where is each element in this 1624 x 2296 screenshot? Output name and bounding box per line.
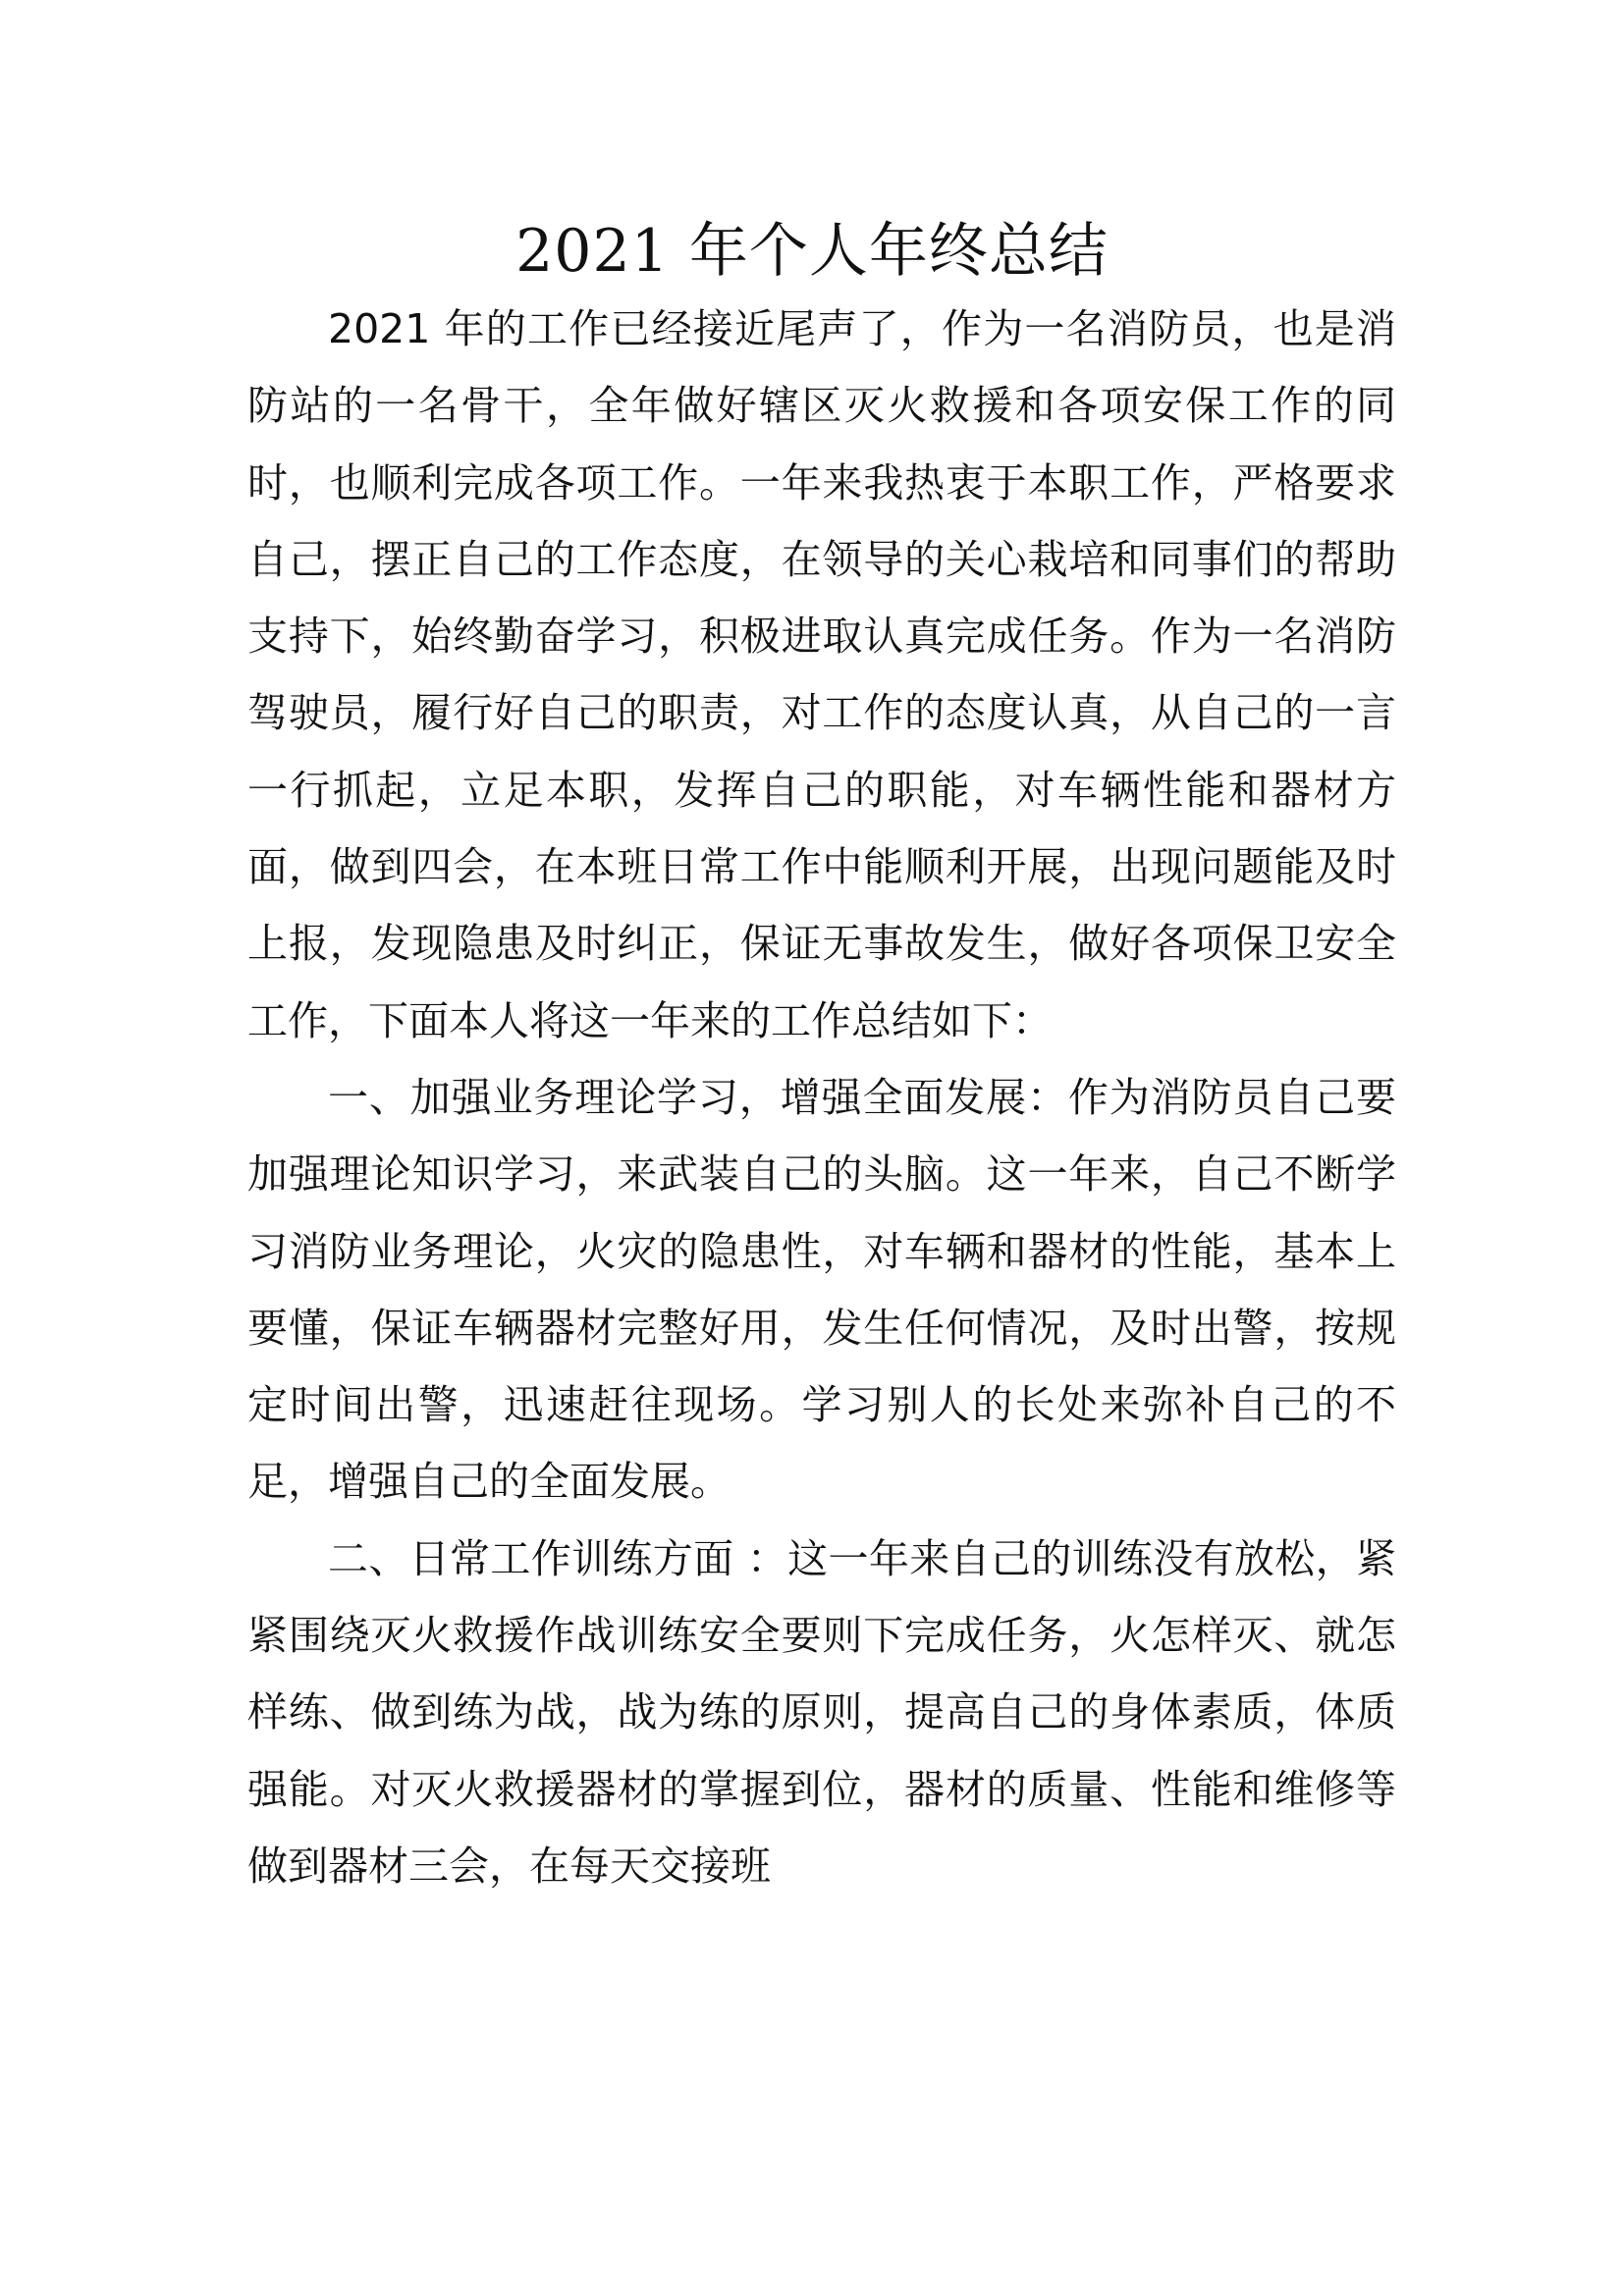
paragraph-section-2: 二、日常工作训练方面 ：这一年来自己的训练没有放松，紧紧围绕灭火救援作战训练安全要则下完成任务，火怎样灭、就怎样练、做到练为战，战为练的原则，提高自己的身体素质，体质强能。对灭火救援器材的掌握到位，器材的质量、性能和维修等做到器材三会，在每天交接班: [247, 1534, 1396, 1890]
paragraph-intro: 2021 年的工作已经接近尾声了，作为一名消防员，也是消防站的一名骨干，全年做好辖区灭火救援和各项安保工作的同时，也顺利完成各项工作。一年来我热衷于本职工作，严格要求自己，摆正自己的工作态度，在领导的关心栽培和同事们的帮助支持下，始终勤奋学习，积极进取认真完成任务。作为一名消防驾驶员，履行好自己的职责，对工作的态度认真，从自己的一言一行抓起，立足本职，发挥自己的职能，对车辆性能和器材方面，做到四会，在本班日常工作中能顺利开展，出现问题能及时上报，发现隐患及时纠正，保证无事故发生，做好各项保卫安全工作，下面本人将这一年来的工作总结如下：: [247, 305, 1396, 1044]
paragraph-section-1: 一、加强业务理论学习，增强全面发展：作为消防员自己要加强理论知识学习，来武装自己的头脑。这一年来，自己不断学习消防业务理论，火灾的隐患性，对车辆和器材的性能，基本上要懂，保证车辆器材完整好用，发生任何情况，及时出警，按规定时间出警，迅速赶往现场。学习别人的长处来弥补自己的不足，增强自己的全面发展。: [247, 1073, 1396, 1506]
document-body: [247, 291, 1396, 1904]
document-title: 2021 年个人年终总结: [515, 217, 1109, 286]
